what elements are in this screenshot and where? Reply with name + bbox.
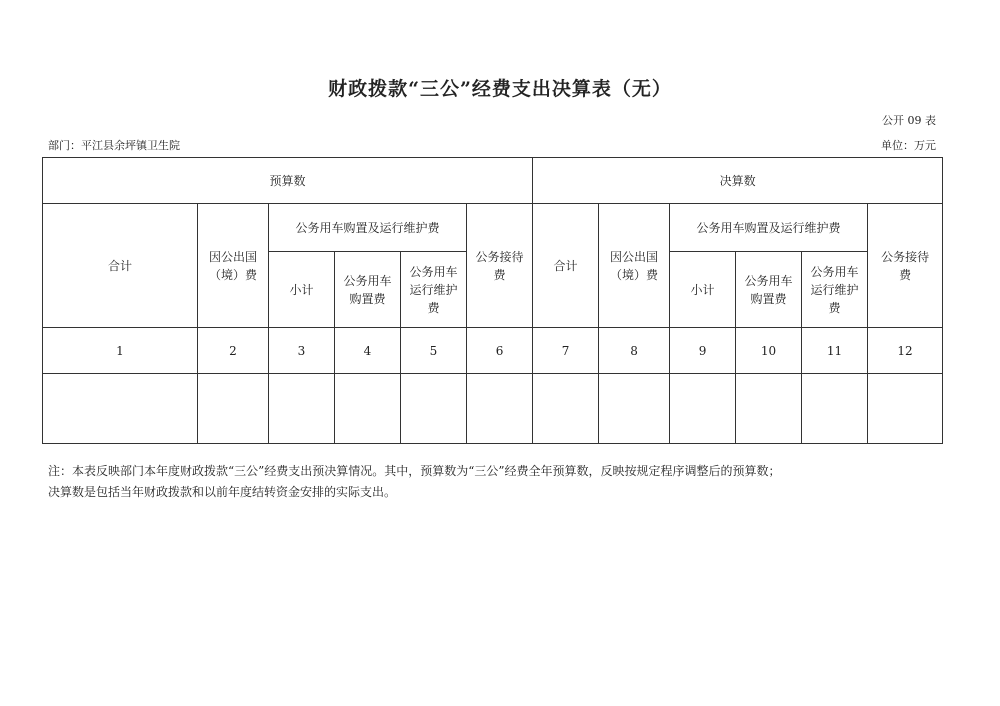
unit-label: 单位：万元 (881, 139, 936, 152)
budget-abroad-header: 因公出国 （境）费 (198, 204, 269, 328)
three-public-expenses-table (42, 157, 943, 444)
budget-subtotal-header: 小计 (269, 252, 335, 328)
column-number: 10 (736, 328, 802, 374)
column-number: 3 (269, 328, 335, 374)
budget-vehicle-maint-header: 公务用车 运行维护 费 (401, 252, 467, 328)
column-number: 1 (43, 328, 198, 374)
budget-vehicle-group-header: 公务用车购置及运行维护费 (269, 204, 467, 252)
page-title: 财政拨款“三公”经费支出决算表（无） (328, 78, 672, 100)
column-number: 5 (401, 328, 467, 374)
budget-vehicle-purchase-header: 公务用车 购置费 (335, 252, 401, 328)
data-cell (868, 374, 943, 444)
column-number: 8 (599, 328, 670, 374)
data-cell (533, 374, 599, 444)
data-cell (198, 374, 269, 444)
data-cell (736, 374, 802, 444)
data-cell (670, 374, 736, 444)
budget-reception-header: 公务接待 费 (467, 204, 533, 328)
final-total-header: 合计 (533, 204, 599, 328)
data-cell (802, 374, 868, 444)
final-group-header: 决算数 (533, 158, 943, 204)
budget-total-header: 合计 (43, 204, 198, 328)
footnote (48, 461, 948, 503)
final-subtotal-header: 小计 (670, 252, 736, 328)
department-label: 部门：平江县余坪镇卫生院 (48, 139, 180, 152)
final-vehicle-maint-header: 公务用车 运行维护 费 (802, 252, 868, 328)
column-number: 7 (533, 328, 599, 374)
final-abroad-header: 因公出国 （境）费 (599, 204, 670, 328)
data-cell (335, 374, 401, 444)
final-reception-header: 公务接待 费 (868, 204, 943, 328)
data-cell (269, 374, 335, 444)
budget-group-header: 预算数 (43, 158, 533, 204)
column-number: 4 (335, 328, 401, 374)
column-number: 12 (868, 328, 943, 374)
data-row (43, 374, 943, 444)
data-cell (467, 374, 533, 444)
column-number: 9 (670, 328, 736, 374)
column-number: 6 (467, 328, 533, 374)
form-number: 公开 09 表 (882, 114, 936, 127)
column-number-row (43, 328, 943, 374)
final-vehicle-group-header: 公务用车购置及运行维护费 (670, 204, 868, 252)
footnote-line-2: 决算数是包括当年财政拨款和以前年度结转资金安排的实际支出。 (48, 485, 397, 499)
data-cell (401, 374, 467, 444)
footnote-line-1: 注：本表反映部门本年度财政拨款“三公”经费支出预决算情况。其中，预算数为“三公”经费全年预算数，反映按规定程序调整后的预算数； (48, 464, 781, 478)
final-vehicle-purchase-header: 公务用车 购置费 (736, 252, 802, 328)
data-cell (43, 374, 198, 444)
data-cell (599, 374, 670, 444)
column-number: 2 (198, 328, 269, 374)
column-number: 11 (802, 328, 868, 374)
